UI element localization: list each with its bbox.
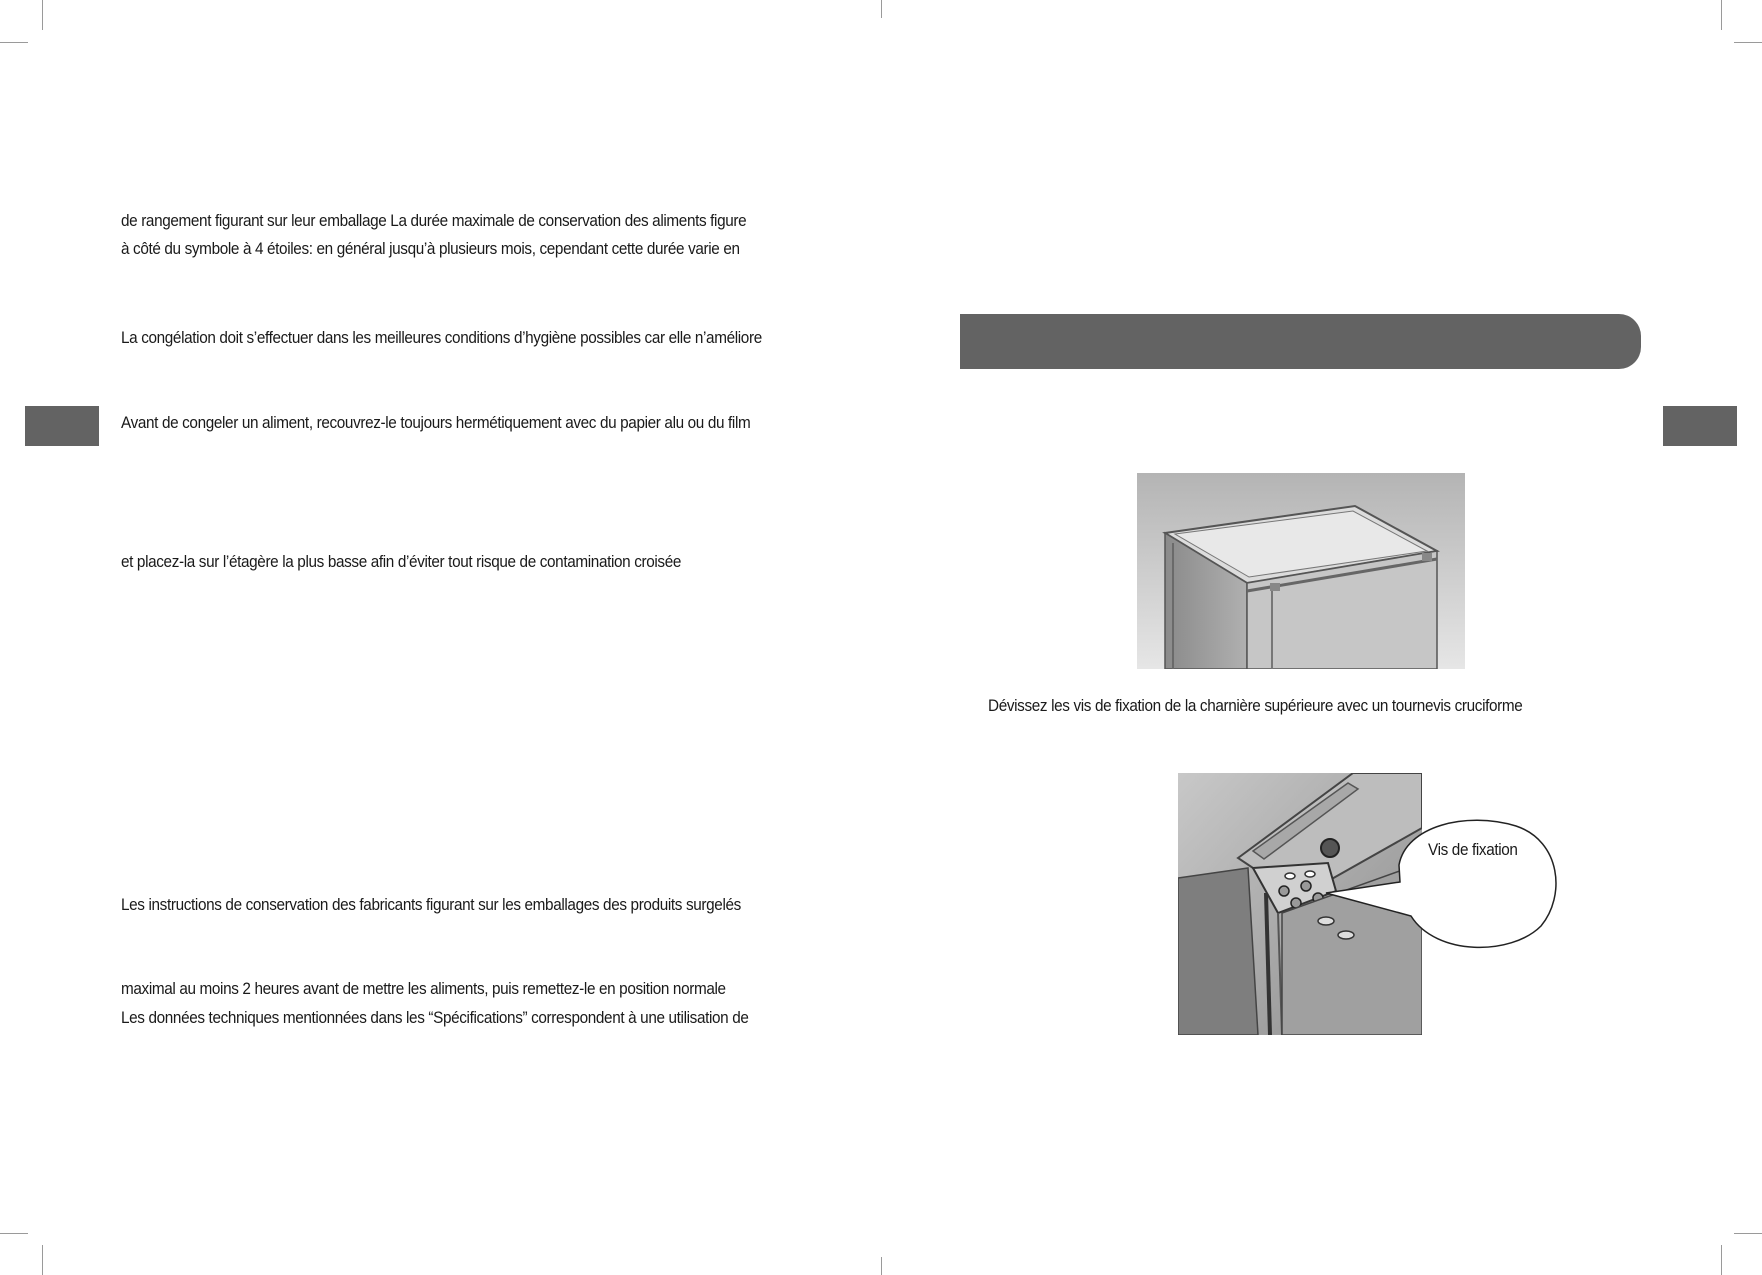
callout-label: Vis de fixation [1428,840,1518,859]
text-line: de rangement figurant sur leur emballage La durée maximale de conservation des aliments figure [121,211,747,230]
crop-mark [1721,0,1722,30]
text-line: et placez-la sur l’étagère la plus basse afin d’éviter tout risque de contamination croisée [121,552,682,571]
section-header-banner [960,314,1641,369]
text-line: Les instructions de conservation des fabricants figurant sur les emballages des produits surgelés [121,895,741,914]
right-side-tab [1663,406,1737,446]
callout-bubble [1316,806,1564,956]
crop-mark [0,1233,28,1234]
fridge-top-illustration [1137,473,1465,669]
text-line: Les données techniques mentionnées dans les “Spécifications” correspondent à une utilisation de [121,1008,749,1027]
text-line: La congélation doit s’effectuer dans les meilleures conditions d’hygiène possibles car elle n’améliore [121,328,762,347]
crop-mark [0,42,28,43]
crop-mark [42,0,43,30]
left-side-tab [25,406,99,446]
figure-caption: Dévissez les vis de fixation de la charnière supérieure avec un tournevis cruciforme [988,696,1523,715]
crop-mark [1721,1245,1722,1275]
text-line: à côté du symbole à 4 étoiles: en général jusqu’à plusieurs mois, cependant cette durée varie en [121,239,740,258]
crop-mark [1734,1233,1762,1234]
crop-mark [881,1257,882,1275]
crop-mark [42,1245,43,1275]
text-line: Avant de congeler un aliment, recouvrez-le toujours hermétiquement avec du papier alu ou du film [121,413,751,432]
text-line: maximal au moins 2 heures avant de mettre les aliments, puis remettez-le en position normale [121,979,726,998]
crop-mark [881,0,882,18]
crop-mark [1734,42,1762,43]
